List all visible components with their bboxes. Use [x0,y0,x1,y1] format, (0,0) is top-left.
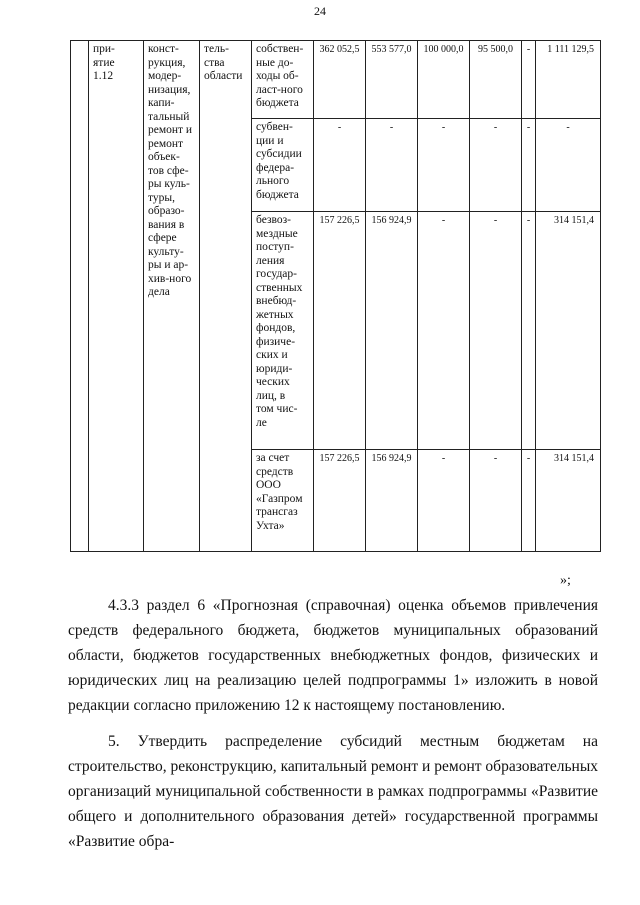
table-cell-value: 156 924,9 [366,450,418,552]
table-cell-total: - [536,119,601,212]
closing-quote: »; [560,573,571,588]
source-text: собствен- ные до- ходы об- ласт-ного бюджета [256,43,304,109]
table-cell-value: - [418,212,470,450]
table-cell-source [252,119,314,212]
table-cell-item-number [89,41,144,552]
table-cell-total: 314 151,4 [536,450,601,552]
table-cell-value: - [366,119,418,212]
source-text: за счет средств ООО «Газпром трансгаз Ухта» [256,452,303,532]
table-cell-value: 156 924,9 [366,212,418,450]
table-cell-value: 157 226,5 [314,450,366,552]
table-cell-value: - [522,119,536,212]
item-number-text: при- ятие 1.12 [93,43,115,82]
table-cell-total: 1 111 129,5 [536,41,601,119]
description-text: конст- рукция, модер- низация, капи- тальный ремонт и ремонт объек- тов сфе- ры куль- туры, образо- вания в сфере культу- ры и ар- хив-ного дела [148,43,193,298]
table-cell-executor [200,41,252,552]
table-cell-value: - [522,41,536,119]
source-text: безвоз- мездные поступ- ления государ- ственных внебюд- жетных фондов, физиче- ских и юриди- ческих лиц, в том чис- ле [256,214,303,429]
table-row [71,41,601,119]
table-cell-value: - [470,119,522,212]
table-cell-value: 553 577,0 [366,41,418,119]
page-number: 24 [314,4,326,18]
table-cell-value: - [314,119,366,212]
table-cell-value: - [418,119,470,212]
table-cell-value: - [470,450,522,552]
table-cell-source [252,450,314,552]
table-cell-value: - [522,212,536,450]
paragraph-4-3-3: 4.3.3 раздел 6 «Прогнозная (справочная) оценка объемов привлечения средств федерального бюджета, бюджетов муниципальных образований области, бюджетов государственных внебюджетных фондов, физических и юридических лиц на реализацию целей подпрограммы 1» изложить в новой редакции согласно приложению 12 к настоящему постановлению. [68,597,598,714]
table-cell-total: 314 151,4 [536,212,601,450]
table-cell-description [144,41,200,552]
table-cell-source [252,41,314,119]
table-cell-blank [71,41,89,552]
table-cell-source [252,212,314,450]
table-cell-value: - [418,450,470,552]
table-cell-value: 362 052,5 [314,41,366,119]
source-text: субвен- ции и субсидии федера- льного бюджета [256,121,302,201]
budget-table [70,40,601,552]
table-cell-value: 100 000,0 [418,41,470,119]
executor-text: тель- ства области [204,43,243,82]
table-cell-value: - [470,212,522,450]
table-cell-value: 95 500,0 [470,41,522,119]
paragraph-5: 5. Утвердить распределение субсидий местным бюджетам на строительство, реконструкцию, капитальный ремонт и ремонт образовательных организаций муниципальной собственности в рамках подпрограммы «Развитие общего и дополнительного образования детей» государственной программы «Развитие обра- [68,733,598,850]
table-cell-value: - [522,450,536,552]
table-cell-value: 157 226,5 [314,212,366,450]
